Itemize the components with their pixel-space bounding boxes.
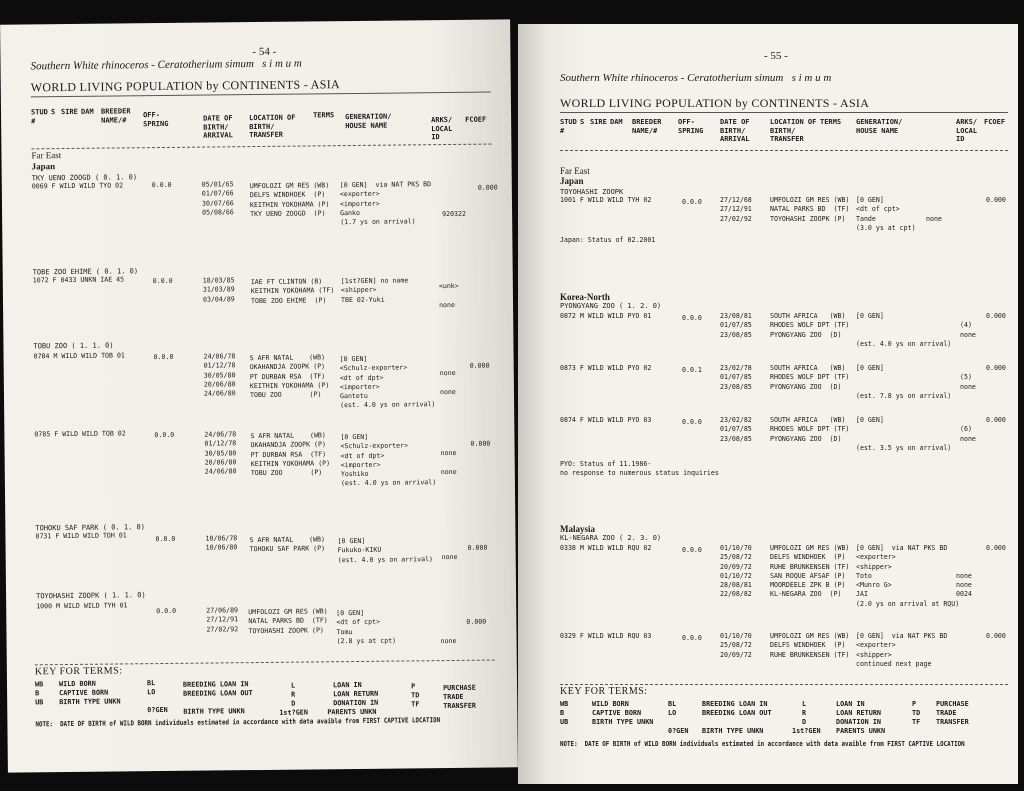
record-arks: 920322 xyxy=(441,182,466,218)
record-generation: [0 GEN] via NAT PKS BD <exporter> <importer> Ganko (1.7 ys on arrival) xyxy=(339,180,432,227)
key-code: R xyxy=(802,709,807,717)
record-id: 1001 F WILD WILD TYH 02 xyxy=(560,196,652,204)
col-stud: STUD # xyxy=(30,108,48,125)
record-id: 0874 F WILD WILD PYO 03 xyxy=(560,416,652,424)
col-generation: GENERATION/ HOUSE NAME xyxy=(856,118,903,135)
record-dates: 27/06/89 27/12/91 27/02/92 xyxy=(206,606,239,634)
key-code: TF xyxy=(912,718,921,726)
zoo-name: TOBE ZOO EHIME ( 0. 1. 0) xyxy=(32,267,139,277)
record-locations: UMFOLOZI GM RES (WB) NATAL PARKS BD (TF) TOYOHASHI ZOOPK (P) xyxy=(770,196,850,223)
record-dates: 01/10/70 25/08/72 20/09/72 xyxy=(720,632,752,659)
key-code: TD xyxy=(411,691,420,700)
region-label: Far East xyxy=(31,150,62,161)
record-fcoef: 0.000 xyxy=(986,312,1006,320)
key-meaning: BIRTH TYPE UNKN xyxy=(592,718,654,726)
key-code: P xyxy=(411,682,416,691)
left-page xyxy=(0,19,518,772)
key-heading: KEY FOR TERMS: xyxy=(560,686,648,697)
key-meaning: CAPTIVE BORN xyxy=(59,688,109,698)
key-code: P xyxy=(912,700,917,708)
key-meaning: BIRTH TYPE UNKN xyxy=(59,697,121,707)
key-meaning: DONATION IN xyxy=(836,718,882,726)
col-date: DATE OF BIRTH/ ARRIVAL xyxy=(203,114,233,140)
status-note: Japan: Status of 02.2001 xyxy=(560,236,656,244)
record-arks: <unk> none xyxy=(438,281,459,309)
record-fcoef: 0.000 xyxy=(466,617,487,626)
key-code: 0?GEN xyxy=(668,727,689,735)
col-date: DATE OF BIRTH/ ARRIVAL xyxy=(720,118,750,143)
col-breeder: BREEDER NAME/# xyxy=(632,118,662,135)
record-offspring: 0.0.0 xyxy=(682,634,702,642)
record-dates: 01/10/70 25/08/72 20/09/72 01/10/72 28/08/81 22/08/82 xyxy=(720,544,752,599)
key-code: LO xyxy=(668,709,677,717)
record-id: 0069 F WILD WILD TYO 02 xyxy=(31,181,124,191)
record-fcoef: 0.000 xyxy=(986,632,1006,640)
col-breeder: BREEDER NAME/# xyxy=(100,107,131,125)
key-meaning: LOAN IN xyxy=(332,680,362,690)
zoo-name: TOYOHASHI ZOOPK ( 1. 1. 0) xyxy=(36,591,146,601)
col-sex: S xyxy=(580,118,585,126)
record-generation: [0 GEN] via NAT PKS BD <exporter> <shipper> continued next page xyxy=(856,632,948,668)
population-title: WORLD LIVING POPULATION by CONTINENTS - ASIA xyxy=(30,77,340,95)
record-fcoef: 0.000 xyxy=(986,364,1006,372)
zoo-name: PYONGYANG ZOO ( 1. 2. 0) xyxy=(560,302,662,310)
record-locations: SOUTH AFRICA (WB) RHODES WOLF DPT (TF) PYONGYANG ZOO (D) xyxy=(770,416,850,443)
zoo-name: TOHOKU SAF PARK ( 0. 1. 0) xyxy=(35,523,145,533)
record-id: 0872 M WILD WILD PYO 01 xyxy=(560,312,652,320)
record-arks: none none 0024 xyxy=(956,571,972,599)
key-code: LO xyxy=(147,688,156,697)
col-terms: TERMS xyxy=(820,118,842,126)
record-id: 1072 F 0433 UNKN IAE 45 xyxy=(32,275,125,285)
col-location: LOCATION OF BIRTH/ TRANSFER xyxy=(249,113,296,140)
population-title: WORLD LIVING POPULATION by CONTINENTS - ASIA xyxy=(560,96,870,110)
record-generation: [0 GEN] (est. 3.5 ys on arrival) xyxy=(856,416,952,452)
zoo-name: TOYOHASHI ZOOPK xyxy=(560,188,624,196)
key-meaning: TRADE xyxy=(936,709,957,717)
record-locations: SOUTH AFRICA (WB) RHODES WOLF DPT (TF) PYONGYANG ZOO (D) xyxy=(770,312,850,339)
col-offspring: OFF- SPRING xyxy=(143,111,169,128)
key-meaning: LOAN RETURN xyxy=(333,689,379,699)
record-generation: [0 GEN] <dt of cpt> Tande (3.0 ys at cpt) xyxy=(856,196,916,232)
record-arks: none xyxy=(440,618,457,645)
record-arks: (4) none xyxy=(960,321,976,339)
species-heading: Southern White rhinoceros - Ceratotherium simum s i m u m xyxy=(560,72,832,84)
record-id: 0873 F WILD WILD PYO 02 xyxy=(560,364,652,372)
col-dam: DAM xyxy=(610,118,623,126)
col-sex: S xyxy=(50,108,56,117)
record-locations: SOUTH AFRICA (WB) RHODES WOLF DPT (TF) PYONGYANG ZOO (D) xyxy=(770,364,850,391)
key-meaning: WILD BORN xyxy=(58,679,96,689)
record-locations: S AFR NATAL (WB) OKAHANDJA ZOOPK (P) PT DURBAN RSA (TF) KEITHIN YOKOHAMA (P) TOBU ZOO (P) xyxy=(250,431,331,478)
key-meaning: LOAN IN xyxy=(836,700,865,708)
key-meaning: TRANSFER xyxy=(443,701,477,711)
col-arks: ARKS/ LOCAL ID xyxy=(431,115,453,142)
col-arks: ARKS/ LOCAL ID xyxy=(956,118,978,143)
record-generation: [0 GEN] (est. 4.0 ys on arrival) xyxy=(856,312,952,348)
record-offspring: 0.0.0 xyxy=(154,430,175,440)
record-id: 0784 M WILD WILD TOB 01 xyxy=(33,351,125,361)
record-arks: none xyxy=(441,544,458,562)
key-meaning: LOAN RETURN xyxy=(836,709,882,717)
key-code: BL xyxy=(146,679,156,688)
key-code: 0?GEN xyxy=(147,705,168,715)
record-fcoef: 0.000 xyxy=(477,183,498,192)
key-meaning: PURCHASE xyxy=(443,683,476,693)
col-location: LOCATION OF BIRTH/ TRANSFER xyxy=(770,118,817,143)
record-fcoef: 0.000 xyxy=(986,544,1006,552)
key-code: 1st?GEN xyxy=(279,708,309,717)
footnote: NOTE: DATE OF BIRTH of WILD BORN individuals estimated in accordance with data avaible from FIRST CAPTIVE LOCATION xyxy=(35,716,441,729)
record-dates: 24/06/78 01/12/78 30/05/80 20/06/80 24/06/80 xyxy=(204,430,237,476)
record-arks: none none xyxy=(439,360,456,396)
key-code: B xyxy=(35,689,40,698)
record-dates: 24/06/78 01/12/78 30/05/80 20/06/80 24/06/80 xyxy=(203,352,236,398)
key-code: WB xyxy=(34,680,44,689)
footnote: NOTE: DATE OF BIRTH of WILD BORN individuals estimated in accordance with data avaible from FIRST CAPTIVE LOCATION xyxy=(560,740,965,748)
record-dates: 10/06/78 10/06/80 xyxy=(205,534,238,552)
record-locations: S AFR NATAL (WB) OKAHANDJA ZOOPK (P) PT DURBAN RSA (TF) KEITHIN YOKOHAMA (P) TOBU ZOO (P) xyxy=(249,353,330,400)
region-label: Far East xyxy=(560,166,590,176)
region-label: Korea-North xyxy=(560,292,610,302)
record-locations: UMFOLOZI GM RES (WB) NATAL PARKS BD (TF) TOYOHASHI ZOOPK (P) xyxy=(248,607,328,635)
record-locations: UMFOLOZI GM RES (WB) DELFS WINDHOEK (P) RUHE BRUNKENSEN (TF) SAN ROQUE AFSAF (P) MOORDEELE ZPK B (P) KL-NEGARA ZOO (P) xyxy=(770,544,850,599)
record-arks: none xyxy=(926,214,942,223)
key-meaning: BREEDING LOAN OUT xyxy=(702,709,772,717)
key-code: L xyxy=(802,700,807,708)
status-note: PYO: Status of 11.1986- no response to numerous status inquiries xyxy=(560,460,719,478)
record-dates: 23/08/81 01/07/85 23/08/85 xyxy=(720,312,752,339)
record-offspring: 0.0.0 xyxy=(152,276,173,286)
record-offspring: 0.0.0 xyxy=(156,606,177,616)
record-generation: [0 GEN] Fukuko-KIKU (est. 4.0 ys on arrival) xyxy=(337,536,434,564)
record-generation: [0 GEN] <dt of cpt> Tomu (2.8 ys at cpt) xyxy=(336,608,397,646)
record-locations: S AFR NATAL (WB) TOHOKU SAF PARK (P) xyxy=(249,535,326,554)
species-heading: Southern White rhinoceros - Ceratotherium simum s i m u m xyxy=(30,57,302,73)
record-offspring: 0.0.0 xyxy=(682,198,702,206)
key-meaning: BREEDING LOAN IN xyxy=(182,680,249,689)
record-generation: [1st?GEN] no name <shipper> TBE 02-Yuki xyxy=(340,276,409,304)
country-label: Japan xyxy=(31,161,56,172)
key-meaning: PARENTS UNKN xyxy=(836,727,886,735)
record-fcoef: 0.000 xyxy=(986,416,1006,424)
record-fcoef: 0.000 xyxy=(986,196,1006,204)
record-id: 0731 F WILD WILD TOH 01 xyxy=(35,531,127,541)
key-code: L xyxy=(290,681,296,690)
record-dates: 23/02/78 01/07/85 23/08/85 xyxy=(720,364,752,391)
key-meaning: BIRTH TYPE UNKN xyxy=(702,727,764,735)
record-fcoef: 0.000 xyxy=(470,439,491,448)
record-id: 1000 M WILD WILD TYH 01 xyxy=(36,601,128,611)
key-code: R xyxy=(291,690,296,699)
zoo-name: TOBU ZOO ( 1. 1. 0) xyxy=(33,341,114,351)
record-fcoef: 0.000 xyxy=(469,361,490,370)
record-id: 0785 F WILD WILD TOB 02 xyxy=(34,429,126,439)
key-meaning: PURCHASE xyxy=(936,700,969,708)
col-fcoef: FCOEF xyxy=(984,118,1006,126)
record-dates: 18/03/85 31/03/89 03/04/89 xyxy=(202,276,235,304)
zoo-name: TKY UENO ZOOGD ( 0. 1. 0) xyxy=(31,173,138,183)
key-code: D xyxy=(291,699,296,708)
key-meaning: PARENTS UNKN xyxy=(327,707,377,717)
col-terms: TERMS xyxy=(313,111,335,120)
page-number: - 54 - xyxy=(252,45,277,59)
record-locations: IAE FT CLINTON (B) KEITHIN YOKOHAMA (TF) TOBE ZOO EHIME (P) xyxy=(250,277,335,305)
col-sire: SIRE xyxy=(590,118,607,126)
key-meaning: CAPTIVE BORN xyxy=(592,709,642,717)
zoo-name: KL-NEGARA ZOO ( 2. 3. 0) xyxy=(560,534,662,542)
key-code: WB xyxy=(560,700,569,708)
key-meaning: BIRTH TYPE UNKN xyxy=(183,707,245,716)
record-generation: [0 GEN] <Schulz-exporter> <dt of dpt> <importer> Yoshiko (est. 4.0 ys on arrival) xyxy=(340,432,437,488)
record-offspring: 0.0.1 xyxy=(682,366,702,374)
record-offspring: 0.0.0 xyxy=(682,546,702,554)
record-offspring: 0.0.0 xyxy=(153,352,174,362)
record-offspring: 0.0.0 xyxy=(151,180,172,190)
record-fcoef: 0.000 xyxy=(467,543,488,552)
key-code: BL xyxy=(668,700,677,708)
record-arks: none none xyxy=(440,440,457,476)
key-meaning: BREEDING LOAN OUT xyxy=(183,689,253,698)
key-meaning: BREEDING LOAN IN xyxy=(702,700,768,708)
record-generation: [0 GEN] (est. 7.8 ys on arrival) xyxy=(856,364,952,400)
key-meaning: DONATION IN xyxy=(333,698,379,708)
col-offspring: OFF- SPRING xyxy=(678,118,704,135)
key-code: D xyxy=(802,718,807,726)
key-code: 1st?GEN xyxy=(792,727,821,735)
record-arks: (6) none xyxy=(960,425,976,443)
col-generation: GENERATION/ HOUSE NAME xyxy=(345,112,392,130)
key-code: B xyxy=(560,709,565,717)
record-offspring: 0.0.0 xyxy=(682,418,702,426)
record-offspring: 0.0.0 xyxy=(155,534,176,544)
record-locations: UMFOLOZI GM RES (WB) DELFS WINDHOEK (P) KEITHIN YOKOHAMA (P) TKY UENO ZOOGD (P) xyxy=(249,181,330,218)
page-number: - 55 - xyxy=(764,50,788,62)
record-id: 0338 M WILD WILD RQU 02 xyxy=(560,544,652,552)
record-dates: 05/01/65 01/07/66 30/07/66 05/08/66 xyxy=(201,180,234,217)
region-label: Malaysia xyxy=(560,524,595,534)
record-generation: [0 GEN] via NAT PKS BD <exporter> <shipper> Toto <Munro G> JAI (2.0 ys on arrival at RQU) xyxy=(856,544,960,608)
right-page xyxy=(518,24,1018,784)
record-dates: 23/02/82 01/07/85 23/08/85 xyxy=(720,416,752,443)
col-fcoef: FCOEF xyxy=(465,115,487,124)
record-generation: [0 GEN] <Schulz-exporter> <dt of dpt> <importer> Gantetu (est. 4.0 ys on arrival) xyxy=(339,354,436,410)
col-dam: DAM xyxy=(80,107,94,116)
key-code: TD xyxy=(912,709,921,717)
key-code: UB xyxy=(560,718,569,726)
key-code: UB xyxy=(35,698,44,707)
key-meaning: TRADE xyxy=(443,692,464,702)
key-meaning: WILD BORN xyxy=(592,700,629,708)
record-locations: UMFOLOZI GM RES (WB) DELFS WINDHOEK (P) RUHE BRUNKENSEN (TF) xyxy=(770,632,850,659)
key-heading: KEY FOR TERMS: xyxy=(34,665,123,678)
key-code: TF xyxy=(411,700,420,709)
col-stud: STUD # xyxy=(560,118,577,135)
record-arks: (5) none xyxy=(960,373,976,391)
record-dates: 27/12/68 27/12/91 27/02/92 xyxy=(720,196,752,223)
country-label: Japan xyxy=(560,176,584,186)
key-meaning: TRANSFER xyxy=(936,718,969,726)
record-offspring: 0.0.0 xyxy=(682,314,702,322)
record-id: 0329 F WILD WILD RQU 03 xyxy=(560,632,652,640)
col-sire: SIRE xyxy=(60,107,78,117)
